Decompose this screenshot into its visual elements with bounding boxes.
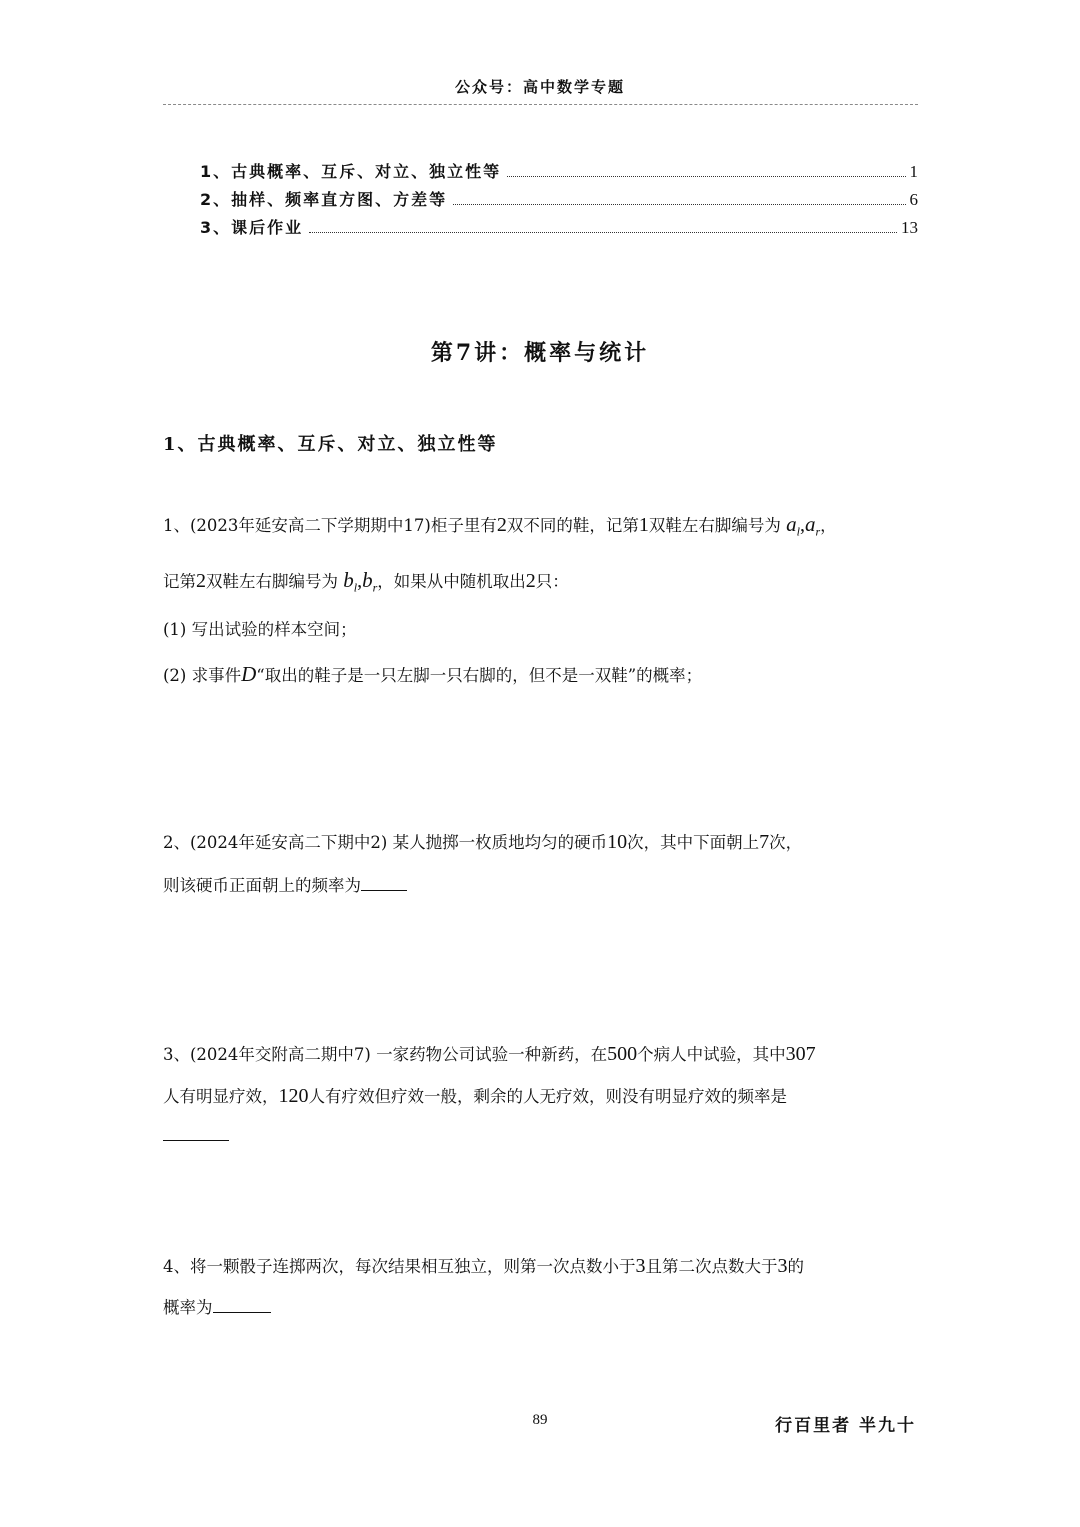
- q2-number: 10: [607, 831, 628, 853]
- toc-entry[interactable]: [200, 158, 918, 182]
- q2-text: 次，其中下面朝上: [627, 833, 760, 852]
- q2-text: 则该硬币正面朝上的频率为: [163, 876, 361, 895]
- q3-text: 人有明显疗效，: [163, 1087, 279, 1106]
- question-1-line-1: [163, 512, 837, 543]
- question-1-line-2: [163, 568, 569, 599]
- q4-number: 3: [635, 1255, 646, 1277]
- q2-text: 2、(2024年延安高二下期中2) 某人抛掷一枚质地均匀的硬币: [163, 833, 608, 852]
- q1-text: 双鞋左右脚编号为: [206, 572, 338, 591]
- q1-text: 记第: [163, 572, 196, 591]
- toc-entry[interactable]: [200, 214, 918, 238]
- question-3-line-3: [163, 1124, 229, 1148]
- math-variable: D: [241, 662, 257, 686]
- q2-number: 7: [759, 831, 770, 853]
- q3-number: 307: [785, 1043, 816, 1065]
- math-variable: a: [786, 512, 797, 536]
- math-comma: ,: [357, 570, 363, 592]
- math-subscript: l: [353, 580, 358, 595]
- question-4-line-1: [163, 1254, 804, 1279]
- toc-entry-page: 6: [909, 190, 918, 209]
- question-2-line-1: [163, 830, 802, 855]
- math-variable: b: [343, 568, 354, 592]
- q4-text: 且第二次点数大于: [645, 1257, 778, 1276]
- math-subscript: l: [796, 524, 800, 539]
- toc-entry-page: 1: [909, 162, 918, 181]
- toc-entry[interactable]: [200, 186, 918, 210]
- toc-entry-title: 1、古典概率、互斥、对立、独立性等: [200, 162, 502, 181]
- q1-text: (2) 求事件: [163, 666, 242, 685]
- q3-number: 120: [278, 1085, 309, 1107]
- question-1-part-2: [163, 662, 702, 688]
- question-3-line-1: [163, 1042, 816, 1067]
- q1-number: 2: [525, 570, 536, 592]
- q4-text: 概率为: [163, 1298, 213, 1317]
- math-variable: b: [362, 568, 373, 592]
- toc-leader: [453, 204, 905, 205]
- q3-text: 3、(2024年交附高二期中7) 一家药物公司试验一种新药，在: [163, 1045, 608, 1064]
- q3-number: 500: [607, 1043, 638, 1065]
- math-variable: a: [804, 512, 816, 536]
- q1-text: 只：: [535, 572, 569, 591]
- question-3-line-2: [163, 1084, 787, 1109]
- toc-leader: [309, 232, 897, 233]
- answer-blank[interactable]: [213, 1296, 271, 1313]
- math-comma: ,: [799, 514, 805, 536]
- q4-text: 的: [787, 1257, 804, 1276]
- answer-blank[interactable]: [163, 1124, 229, 1141]
- q1-text: 双不同的鞋，记第: [506, 516, 639, 535]
- question-4-line-2: [163, 1296, 271, 1320]
- q4-text: 4、将一颗骰子连掷两次，每次结果相互独立，则第一次点数小于: [163, 1257, 636, 1276]
- q1-number: 2: [196, 570, 206, 592]
- q1-number: 1: [638, 514, 649, 536]
- section-heading: 1、古典概率、互斥、对立、独立性等: [163, 434, 498, 455]
- footer-motto: 行百里者 半九十: [775, 1416, 916, 1436]
- toc-entry-title: 3、课后作业: [200, 218, 304, 237]
- q3-text: 个病人中试验，其中: [637, 1045, 786, 1064]
- q1-text: 1、(2023年延安高二下学期期中17)柜子里有: [163, 516, 497, 535]
- q2-text: 次，: [769, 833, 803, 852]
- answer-blank[interactable]: [361, 874, 407, 891]
- q1-text: ，如果从中随机取出: [377, 572, 526, 591]
- math-subscript: r: [815, 524, 821, 539]
- q1-text: “取出的鞋子是一只左脚一只右脚的，但不是一双鞋”的概率；: [256, 666, 703, 685]
- q1-text: ，: [820, 516, 837, 535]
- q1-number: 2: [496, 514, 507, 536]
- header-divider: [163, 104, 918, 105]
- toc-entry-title: 2、抽样、频率直方图、方差等: [200, 190, 448, 209]
- page-header: 公众号：高中数学专题: [454, 78, 625, 96]
- toc-entry-page: 13: [901, 218, 918, 237]
- question-2-line-2: [163, 874, 407, 898]
- math-subscript: r: [372, 580, 378, 595]
- q4-number: 3: [777, 1255, 788, 1277]
- q3-text: 人有疗效但疗效一般，剩余的人无疗效，则没有明显疗效的频率是: [308, 1087, 787, 1106]
- lecture-title: 第7讲：概率与统计: [430, 340, 650, 366]
- q1-text: 双鞋左右脚编号为: [648, 516, 781, 535]
- page-number: 89: [532, 1412, 548, 1428]
- question-1-part-1: (1) 写出试验的样本空间；: [163, 620, 357, 639]
- toc-leader: [507, 176, 905, 177]
